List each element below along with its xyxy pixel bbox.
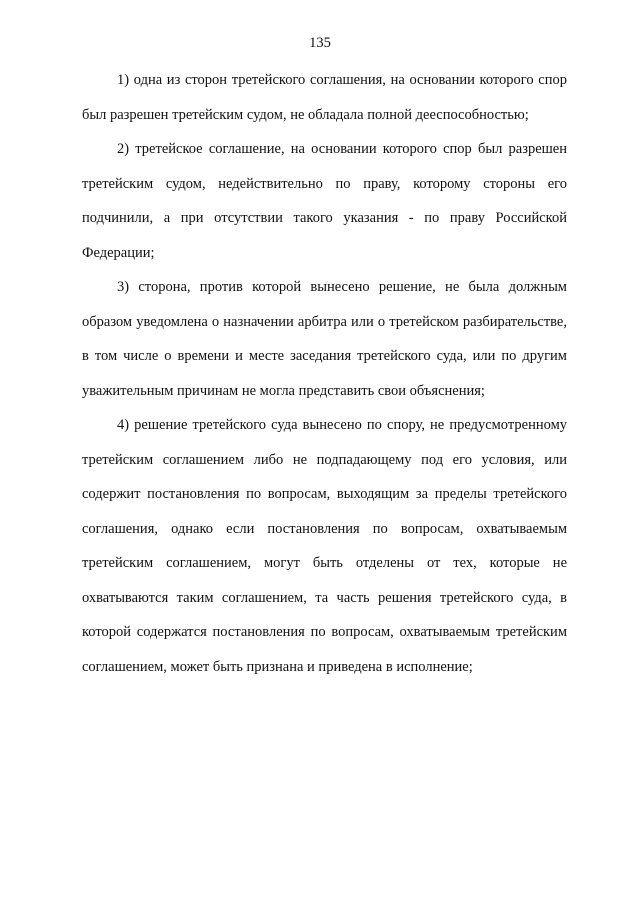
paragraph-item-3: 3) сторона, против которой вынесено решение, не была должным образом уведомлена о назначении арбитра или о третейском разбирательстве, в том числе о времени и месте заседания третейского суда, или по другим уважительным причинам не могла представить свои объяснения; bbox=[82, 279, 567, 399]
paragraph-item-4: 4) решение третейского суда вынесено по спору, не предусмотренному третейским соглашением либо не подпадающему под его условия, или содержит постановления по вопросам, выходящим за пределы третейского соглашения, однако если постановления по вопросам, охватываемым третейским соглашением, могут быть отделены от тех, которые не охватываются таким соглашением, та часть решения третейского суда, в которой содержатся постановления по вопросам, охватываемым третейским соглашением, может быть признана и приведена в исполнение; bbox=[82, 417, 567, 675]
paragraph-item-1: 1) одна из сторон третейского соглашения, на основании которого спор был разрешен третейским судом, не обладала полной дееспособностью; bbox=[82, 72, 567, 123]
page-number: 135 bbox=[309, 35, 331, 51]
document-body bbox=[82, 63, 567, 684]
paragraph-item-2: 2) третейское соглашение, на основании которого спор был разрешен третейским судом, недействительно по праву, которому стороны его подчинили, а при отсутствии такого указания - по праву Российской Федерации; bbox=[82, 141, 567, 261]
